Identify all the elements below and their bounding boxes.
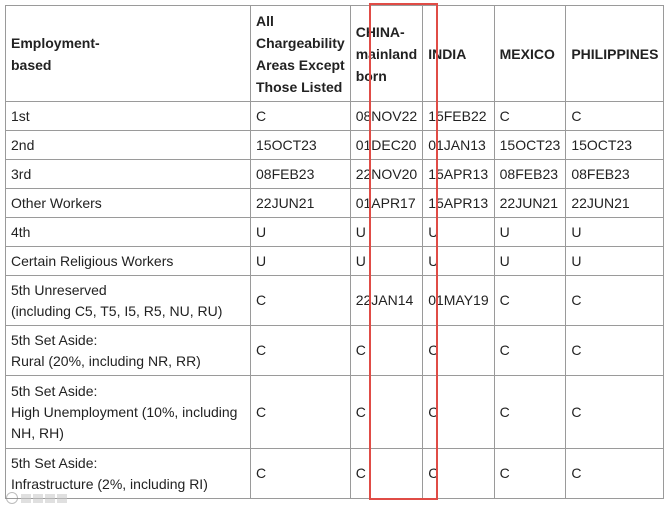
category-cell: 1st — [6, 102, 251, 131]
india-cell: 15APR13 — [423, 189, 494, 218]
category-cell: Other Workers — [6, 189, 251, 218]
mexico-cell: C — [494, 102, 566, 131]
row-5th-high-unemployment — [6, 376, 664, 449]
china-mainland-cell: 01DEC20 — [350, 131, 422, 160]
header-mexico: MEXICO — [494, 6, 566, 102]
category-cell: 2nd — [6, 131, 251, 160]
china-mainland-cell: C — [350, 449, 422, 499]
visa-bulletin-table-container — [5, 5, 664, 499]
philippines-cell: U — [566, 218, 664, 247]
philippines-cell: 08FEB23 — [566, 160, 664, 189]
china-mainland-cell: 22JAN14 — [350, 276, 422, 326]
row-5th-unreserved — [6, 276, 664, 326]
row-other-workers — [6, 189, 664, 218]
philippines-cell: C — [566, 376, 664, 449]
philippines-cell: U — [566, 247, 664, 276]
table-header-row — [6, 6, 664, 102]
mexico-cell: 15OCT23 — [494, 131, 566, 160]
header-philippines: PHILIPPINES — [566, 6, 664, 102]
philippines-cell: C — [566, 276, 664, 326]
all-chargeability-cell: C — [251, 449, 351, 499]
all-chargeability-cell: C — [251, 376, 351, 449]
all-chargeability-cell: 08FEB23 — [251, 160, 351, 189]
row-3rd — [6, 160, 664, 189]
row-2nd — [6, 131, 664, 160]
india-cell: U — [423, 247, 494, 276]
all-chargeability-cell: 15OCT23 — [251, 131, 351, 160]
category-cell: 3rd — [6, 160, 251, 189]
header-employment-based: Employment- based — [6, 6, 251, 102]
row-certain-religious-workers — [6, 247, 664, 276]
china-mainland-cell: C — [350, 376, 422, 449]
category-cell: 5th Set Aside: Infrastructure (2%, including RI) — [6, 449, 251, 499]
philippines-cell: 22JUN21 — [566, 189, 664, 218]
china-mainland-cell: C — [350, 326, 422, 376]
category-cell: 4th — [6, 218, 251, 247]
mexico-cell: C — [494, 326, 566, 376]
mexico-cell: C — [494, 449, 566, 499]
category-cell: 5th Set Aside: High Unemployment (10%, including NH, RH) — [6, 376, 251, 449]
category-cell: Certain Religious Workers — [6, 247, 251, 276]
row-5th-infrastructure — [6, 449, 664, 499]
china-mainland-cell: U — [350, 247, 422, 276]
india-cell: C — [423, 326, 494, 376]
row-4th — [6, 218, 664, 247]
all-chargeability-cell: C — [251, 276, 351, 326]
category-cell: 5th Set Aside: Rural (20%, including NR, RR) — [6, 326, 251, 376]
all-chargeability-cell: U — [251, 218, 351, 247]
all-chargeability-cell: C — [251, 102, 351, 131]
philippines-cell: C — [566, 449, 664, 499]
india-cell: U — [423, 218, 494, 247]
mexico-cell: C — [494, 276, 566, 326]
all-chargeability-cell: 22JUN21 — [251, 189, 351, 218]
mexico-cell: U — [494, 218, 566, 247]
category-cell: 5th Unreserved (including C5, T5, I5, R5, NU, RU) — [6, 276, 251, 326]
watermark-text-mark — [21, 494, 67, 503]
philippines-cell: C — [566, 102, 664, 131]
philippines-cell: 15OCT23 — [566, 131, 664, 160]
india-cell: 15APR13 — [423, 160, 494, 189]
china-mainland-cell: U — [350, 218, 422, 247]
all-chargeability-cell: C — [251, 326, 351, 376]
india-cell: 01JAN13 — [423, 131, 494, 160]
row-5th-rural — [6, 326, 664, 376]
china-mainland-cell: 01APR17 — [350, 189, 422, 218]
india-cell: C — [423, 376, 494, 449]
all-chargeability-cell: U — [251, 247, 351, 276]
row-1st — [6, 102, 664, 131]
table-body — [6, 102, 664, 499]
watermark-logo-icon — [6, 492, 18, 504]
india-cell: 15FEB22 — [423, 102, 494, 131]
watermark — [6, 492, 67, 504]
employment-based-visa-table — [5, 5, 664, 499]
mexico-cell: 22JUN21 — [494, 189, 566, 218]
mexico-cell: C — [494, 376, 566, 449]
philippines-cell: C — [566, 326, 664, 376]
india-cell: 01MAY19 — [423, 276, 494, 326]
mexico-cell: 08FEB23 — [494, 160, 566, 189]
china-mainland-cell: 08NOV22 — [350, 102, 422, 131]
india-cell: C — [423, 449, 494, 499]
header-all-chargeability: All Chargeability Areas Except Those Listed — [251, 6, 351, 102]
header-china-mainland: CHINA- mainland born — [350, 6, 422, 102]
mexico-cell: U — [494, 247, 566, 276]
china-mainland-cell: 22NOV20 — [350, 160, 422, 189]
header-india: INDIA — [423, 6, 494, 102]
